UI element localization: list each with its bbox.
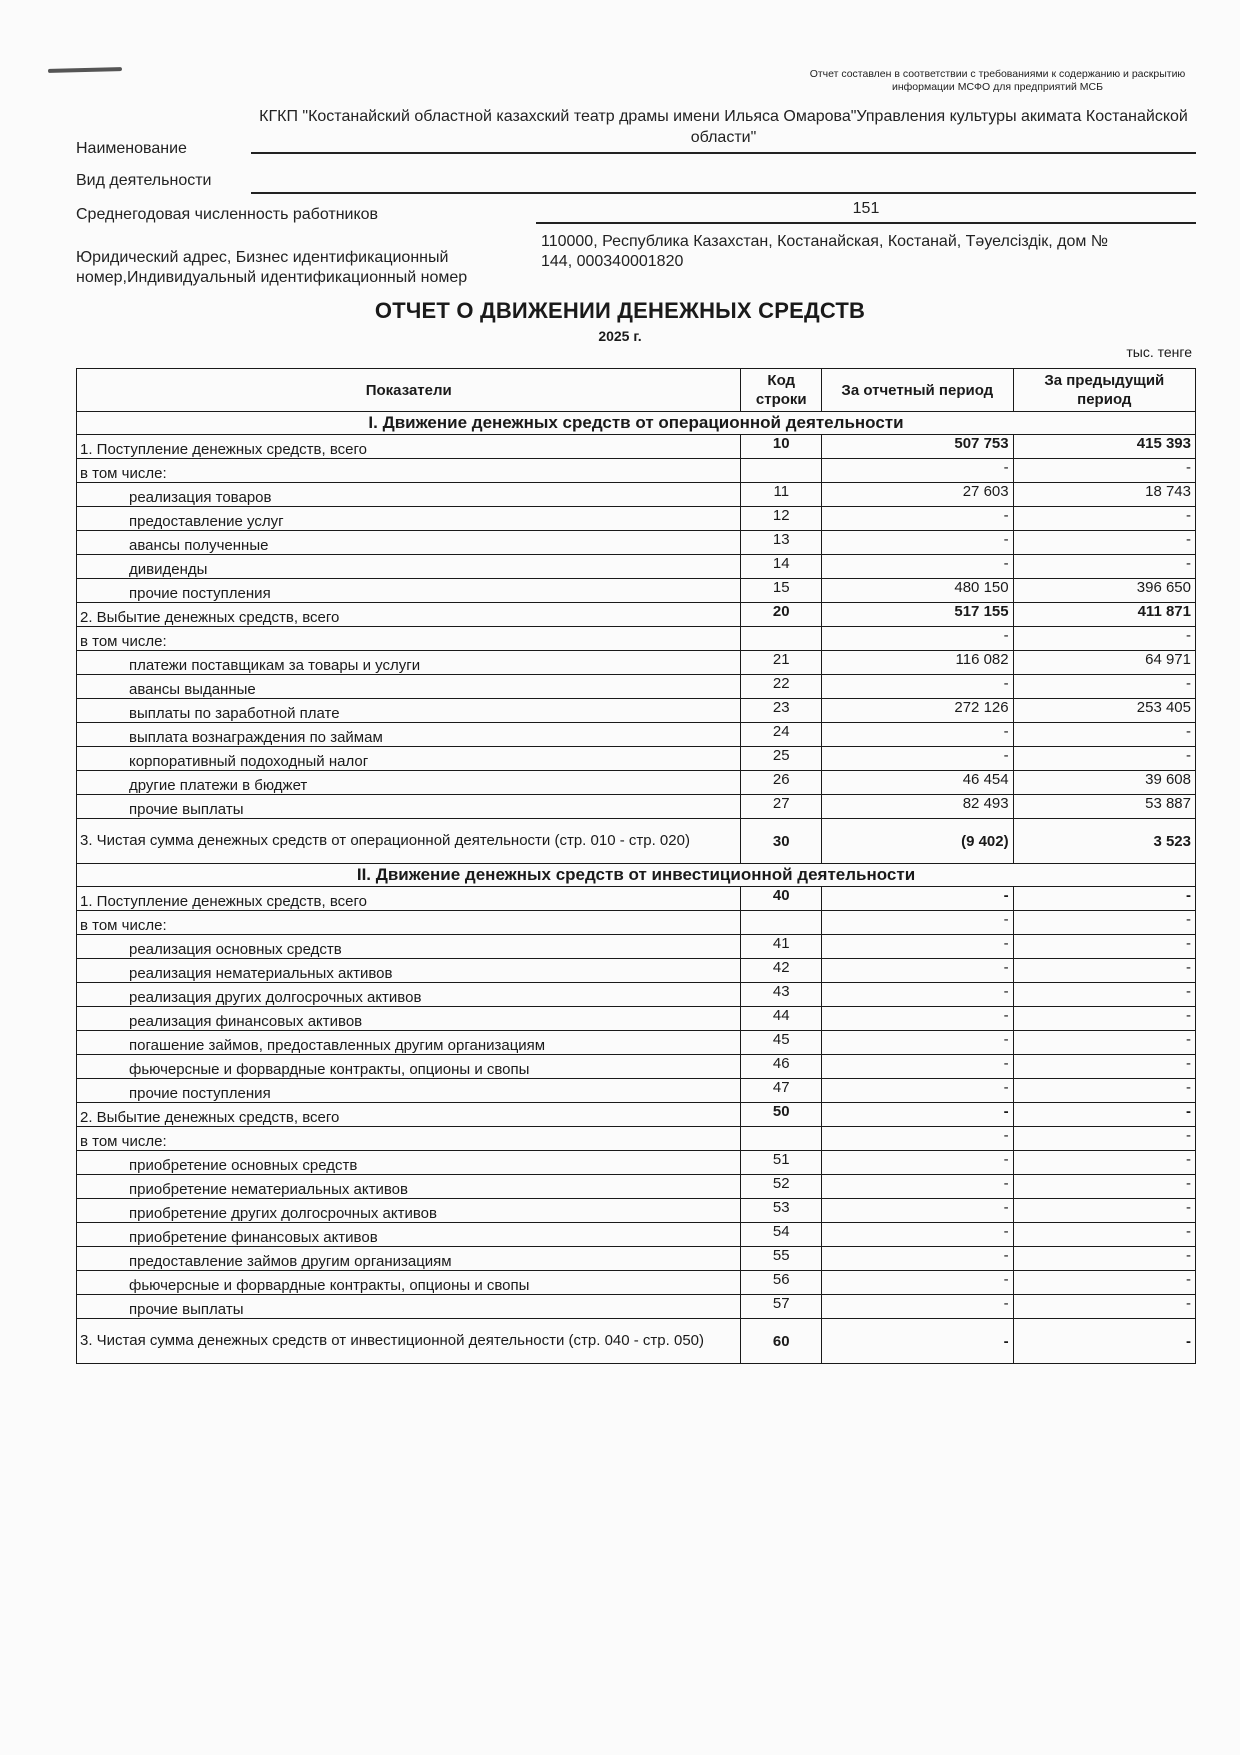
row-indicator-name: авансы выданные bbox=[77, 675, 741, 699]
row-indicator-name: фьючерсные и форвардные контракты, опционы и свопы bbox=[77, 1055, 741, 1079]
row-indicator-name: 3. Чистая сумма денежных средств от инвестиционной деятельности (стр. 040 - стр. 050) bbox=[77, 1319, 741, 1364]
row-current-value: 480 150 bbox=[822, 579, 1014, 603]
activity-label: Вид деятельности bbox=[76, 172, 212, 189]
header-code: Код строки bbox=[741, 369, 822, 412]
row-current-value: - bbox=[822, 675, 1014, 699]
row-current-value: - bbox=[822, 1103, 1014, 1127]
row-current-value: - bbox=[822, 627, 1014, 651]
row-current-value: - bbox=[822, 1007, 1014, 1031]
table-row bbox=[77, 1271, 1196, 1295]
row-code: 24 bbox=[741, 723, 822, 747]
row-previous-value: - bbox=[1013, 627, 1195, 651]
row-previous-value: 64 971 bbox=[1013, 651, 1195, 675]
row-indicator-name: приобретение нематериальных активов bbox=[77, 1175, 741, 1199]
row-indicator-name: платежи поставщикам за товары и услуги bbox=[77, 651, 741, 675]
row-code: 60 bbox=[741, 1319, 822, 1364]
row-current-value: - bbox=[822, 1151, 1014, 1175]
row-previous-value: - bbox=[1013, 959, 1195, 983]
report-title: ОТЧЕТ О ДВИЖЕНИИ ДЕНЕЖНЫХ СРЕДСТВ bbox=[374, 298, 866, 323]
header-previous-period: За предыдущий период bbox=[1013, 369, 1195, 412]
row-indicator-name: корпоративный подоходный налог bbox=[77, 747, 741, 771]
row-indicator-name: 1. Поступление денежных средств, всего bbox=[77, 435, 741, 459]
address-value: 110000, Республика Казахстан, Костанайская, Костанай, Тәуелсіздік, дом № 144, 000340001820 bbox=[541, 233, 1109, 270]
header-indicator: Показатели bbox=[77, 369, 741, 412]
row-previous-value: 53 887 bbox=[1013, 795, 1195, 819]
row-code: 52 bbox=[741, 1175, 822, 1199]
table-row bbox=[77, 1031, 1196, 1055]
row-previous-value: - bbox=[1013, 1127, 1195, 1151]
row-previous-value: - bbox=[1013, 935, 1195, 959]
row-code: 51 bbox=[741, 1151, 822, 1175]
row-code: 14 bbox=[741, 555, 822, 579]
row-code: 30 bbox=[741, 819, 822, 864]
row-indicator-name: реализация основных средств bbox=[77, 935, 741, 959]
row-previous-value: - bbox=[1013, 675, 1195, 699]
section-header-row bbox=[77, 412, 1196, 435]
report-year: 2025 г. bbox=[598, 328, 642, 344]
row-indicator-name: выплаты по заработной плате bbox=[77, 699, 741, 723]
row-current-value: - bbox=[822, 1223, 1014, 1247]
table-row bbox=[77, 1127, 1196, 1151]
row-previous-value: 396 650 bbox=[1013, 579, 1195, 603]
row-previous-value: - bbox=[1013, 459, 1195, 483]
row-indicator-name: 2. Выбытие денежных средств, всего bbox=[77, 1103, 741, 1127]
row-indicator-name: авансы полученные bbox=[77, 531, 741, 555]
section-title: I. Движение денежных средств от операционной деятельности bbox=[77, 412, 1196, 435]
row-indicator-name: приобретение финансовых активов bbox=[77, 1223, 741, 1247]
row-previous-value: - bbox=[1013, 1151, 1195, 1175]
row-code: 23 bbox=[741, 699, 822, 723]
row-indicator-name: прочие выплаты bbox=[77, 1295, 741, 1319]
row-previous-value: 415 393 bbox=[1013, 435, 1195, 459]
row-previous-value: - bbox=[1013, 1031, 1195, 1055]
row-previous-value: 3 523 bbox=[1013, 819, 1195, 864]
row-indicator-name: реализация других долгосрочных активов bbox=[77, 983, 741, 1007]
name-underline bbox=[251, 152, 1196, 154]
row-code: 53 bbox=[741, 1199, 822, 1223]
activity-field-row bbox=[76, 170, 1196, 196]
row-code: 44 bbox=[741, 1007, 822, 1031]
row-current-value: 517 155 bbox=[822, 603, 1014, 627]
row-current-value: - bbox=[822, 1127, 1014, 1151]
row-current-value: 82 493 bbox=[822, 795, 1014, 819]
row-indicator-name: фьючерсные и форвардные контракты, опционы и свопы bbox=[77, 1271, 741, 1295]
row-code: 25 bbox=[741, 747, 822, 771]
row-code: 12 bbox=[741, 507, 822, 531]
row-code: 26 bbox=[741, 771, 822, 795]
row-current-value: - bbox=[822, 531, 1014, 555]
table-row bbox=[77, 819, 1196, 864]
row-indicator-name: предоставление услуг bbox=[77, 507, 741, 531]
row-previous-value: - bbox=[1013, 1319, 1195, 1364]
table-row bbox=[77, 507, 1196, 531]
table-row bbox=[77, 1319, 1196, 1364]
employees-value: 151 bbox=[852, 200, 880, 217]
row-previous-value: - bbox=[1013, 555, 1195, 579]
row-indicator-name: дивиденды bbox=[77, 555, 741, 579]
table-row bbox=[77, 603, 1196, 627]
table-row bbox=[77, 651, 1196, 675]
table-row bbox=[77, 579, 1196, 603]
row-code: 56 bbox=[741, 1271, 822, 1295]
row-current-value: (9 402) bbox=[822, 819, 1014, 864]
row-code bbox=[741, 627, 822, 651]
row-code: 11 bbox=[741, 483, 822, 507]
row-current-value: 27 603 bbox=[822, 483, 1014, 507]
row-code: 27 bbox=[741, 795, 822, 819]
row-current-value: - bbox=[822, 459, 1014, 483]
row-code: 55 bbox=[741, 1247, 822, 1271]
table-row bbox=[77, 483, 1196, 507]
table-row bbox=[77, 983, 1196, 1007]
row-indicator-name: в том числе: bbox=[77, 627, 741, 651]
row-code: 50 bbox=[741, 1103, 822, 1127]
table-row bbox=[77, 1223, 1196, 1247]
table-row bbox=[77, 911, 1196, 935]
name-field-row bbox=[76, 100, 1196, 156]
table-row bbox=[77, 1151, 1196, 1175]
row-code bbox=[741, 459, 822, 483]
row-previous-value: - bbox=[1013, 1271, 1195, 1295]
row-previous-value: - bbox=[1013, 1223, 1195, 1247]
table-row bbox=[77, 555, 1196, 579]
row-code: 41 bbox=[741, 935, 822, 959]
row-current-value: 272 126 bbox=[822, 699, 1014, 723]
row-previous-value: - bbox=[1013, 1295, 1195, 1319]
table-row bbox=[77, 1175, 1196, 1199]
row-code: 13 bbox=[741, 531, 822, 555]
table-row bbox=[77, 699, 1196, 723]
row-code: 46 bbox=[741, 1055, 822, 1079]
row-previous-value: - bbox=[1013, 1079, 1195, 1103]
section-header-row bbox=[77, 864, 1196, 887]
section-title: II. Движение денежных средств от инвестиционной деятельности bbox=[77, 864, 1196, 887]
row-indicator-name: выплата вознаграждения по займам bbox=[77, 723, 741, 747]
row-indicator-name: другие платежи в бюджет bbox=[77, 771, 741, 795]
row-code: 45 bbox=[741, 1031, 822, 1055]
row-current-value: - bbox=[822, 1247, 1014, 1271]
scan-artifact-mark bbox=[48, 67, 122, 73]
row-indicator-name: в том числе: bbox=[77, 1127, 741, 1151]
row-previous-value: - bbox=[1013, 1175, 1195, 1199]
row-code: 54 bbox=[741, 1223, 822, 1247]
row-current-value: - bbox=[822, 935, 1014, 959]
row-current-value: - bbox=[822, 1271, 1014, 1295]
row-indicator-name: реализация товаров bbox=[77, 483, 741, 507]
row-current-value: - bbox=[822, 1199, 1014, 1223]
row-code: 10 bbox=[741, 435, 822, 459]
currency-units: тыс. тенге bbox=[1126, 344, 1192, 360]
row-indicator-name: 1. Поступление денежных средств, всего bbox=[77, 887, 741, 911]
row-indicator-name: 2. Выбытие денежных средств, всего bbox=[77, 603, 741, 627]
table-row bbox=[77, 1079, 1196, 1103]
name-label: Наименование bbox=[76, 140, 187, 157]
row-previous-value: - bbox=[1013, 1103, 1195, 1127]
row-current-value: - bbox=[822, 555, 1014, 579]
row-current-value: - bbox=[822, 887, 1014, 911]
row-indicator-name: прочие поступления bbox=[77, 1079, 741, 1103]
activity-underline bbox=[251, 192, 1196, 194]
row-current-value: - bbox=[822, 723, 1014, 747]
table-row bbox=[77, 935, 1196, 959]
table-row bbox=[77, 723, 1196, 747]
name-value: КГКП "Костанайский областной казахский театр драмы имени Ильяса Омарова"Управления культуры акимата Костанайской области" bbox=[259, 108, 1188, 146]
row-current-value: - bbox=[822, 747, 1014, 771]
row-current-value: - bbox=[822, 1079, 1014, 1103]
employees-field-row bbox=[76, 200, 1196, 230]
row-indicator-name: прочие поступления bbox=[77, 579, 741, 603]
table-row bbox=[77, 747, 1196, 771]
row-current-value: - bbox=[822, 1031, 1014, 1055]
row-previous-value: - bbox=[1013, 531, 1195, 555]
row-previous-value: - bbox=[1013, 1199, 1195, 1223]
row-current-value: - bbox=[822, 1319, 1014, 1364]
row-previous-value: - bbox=[1013, 911, 1195, 935]
cash-flow-table bbox=[76, 368, 1196, 1364]
table-row bbox=[77, 795, 1196, 819]
row-current-value: 507 753 bbox=[822, 435, 1014, 459]
row-previous-value: 411 871 bbox=[1013, 603, 1195, 627]
row-code: 22 bbox=[741, 675, 822, 699]
table-row bbox=[77, 887, 1196, 911]
header-current-period: За отчетный период bbox=[822, 369, 1014, 412]
table-row bbox=[77, 959, 1196, 983]
table-row bbox=[77, 1103, 1196, 1127]
row-indicator-name: предоставление займов другим организациям bbox=[77, 1247, 741, 1271]
row-previous-value: - bbox=[1013, 983, 1195, 1007]
row-current-value: - bbox=[822, 983, 1014, 1007]
address-field-row bbox=[76, 232, 1196, 292]
row-indicator-name: реализация нематериальных активов bbox=[77, 959, 741, 983]
table-header-row bbox=[77, 369, 1196, 412]
row-indicator-name: приобретение основных средств bbox=[77, 1151, 741, 1175]
employees-underline bbox=[536, 222, 1196, 224]
table-row bbox=[77, 1199, 1196, 1223]
row-current-value: - bbox=[822, 507, 1014, 531]
row-previous-value: - bbox=[1013, 507, 1195, 531]
row-indicator-name: приобретение других долгосрочных активов bbox=[77, 1199, 741, 1223]
table-row bbox=[77, 1055, 1196, 1079]
row-current-value: 46 454 bbox=[822, 771, 1014, 795]
row-indicator-name: погашение займов, предоставленных другим организациям bbox=[77, 1031, 741, 1055]
table-row bbox=[77, 1295, 1196, 1319]
row-previous-value: - bbox=[1013, 1247, 1195, 1271]
row-previous-value: - bbox=[1013, 1007, 1195, 1031]
row-current-value: - bbox=[822, 1055, 1014, 1079]
row-current-value: - bbox=[822, 911, 1014, 935]
table-row bbox=[77, 675, 1196, 699]
row-code: 57 bbox=[741, 1295, 822, 1319]
table-row bbox=[77, 531, 1196, 555]
employees-label: Среднегодовая численность работников bbox=[76, 206, 379, 223]
row-code bbox=[741, 1127, 822, 1151]
row-indicator-name: в том числе: bbox=[77, 911, 741, 935]
row-indicator-name: в том числе: bbox=[77, 459, 741, 483]
row-previous-value: 253 405 bbox=[1013, 699, 1195, 723]
table-row bbox=[77, 1007, 1196, 1031]
row-current-value: - bbox=[822, 1295, 1014, 1319]
table-body bbox=[77, 412, 1196, 1364]
row-previous-value: - bbox=[1013, 723, 1195, 747]
row-previous-value: 18 743 bbox=[1013, 483, 1195, 507]
msfo-compliance-note: Отчет составлен в соответствии с требованиями к содержанию и раскрытию информации МСФО для предприятий МСБ bbox=[809, 68, 1186, 93]
address-label: Юридический адрес, Бизнес идентификационный номер,Индивидуальный идентификационный номер bbox=[76, 249, 468, 286]
row-current-value: 116 082 bbox=[822, 651, 1014, 675]
table-row bbox=[77, 771, 1196, 795]
row-current-value: - bbox=[822, 959, 1014, 983]
row-code: 15 bbox=[741, 579, 822, 603]
row-indicator-name: прочие выплаты bbox=[77, 795, 741, 819]
row-code: 42 bbox=[741, 959, 822, 983]
row-previous-value: - bbox=[1013, 1055, 1195, 1079]
table-row bbox=[77, 435, 1196, 459]
row-code bbox=[741, 911, 822, 935]
row-indicator-name: 3. Чистая сумма денежных средств от операционной деятельности (стр. 010 - стр. 020) bbox=[77, 819, 741, 864]
table-row bbox=[77, 627, 1196, 651]
row-previous-value: - bbox=[1013, 887, 1195, 911]
table-row bbox=[77, 1247, 1196, 1271]
row-code: 21 bbox=[741, 651, 822, 675]
table-row bbox=[77, 459, 1196, 483]
row-code: 47 bbox=[741, 1079, 822, 1103]
row-code: 40 bbox=[741, 887, 822, 911]
row-previous-value: - bbox=[1013, 747, 1195, 771]
row-current-value: - bbox=[822, 1175, 1014, 1199]
row-indicator-name: реализация финансовых активов bbox=[77, 1007, 741, 1031]
row-code: 20 bbox=[741, 603, 822, 627]
row-code: 43 bbox=[741, 983, 822, 1007]
row-previous-value: 39 608 bbox=[1013, 771, 1195, 795]
